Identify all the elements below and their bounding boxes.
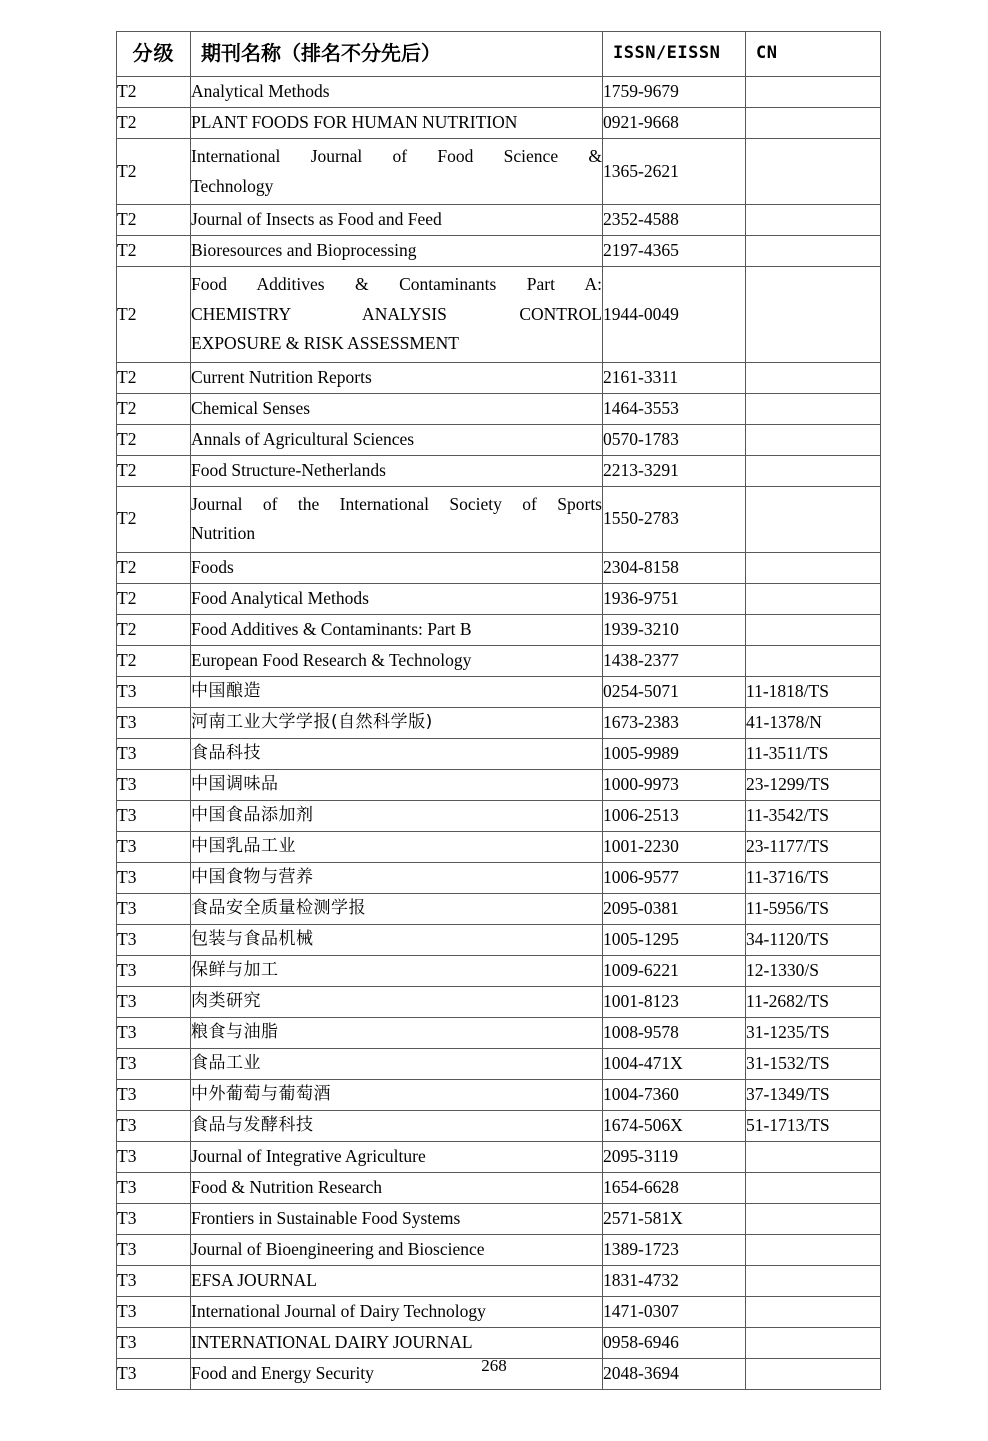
cell-rank: T3 bbox=[117, 1327, 191, 1358]
cell-rank: T2 bbox=[117, 205, 191, 236]
table-row bbox=[117, 455, 881, 486]
table-row bbox=[117, 77, 881, 108]
cell-cn bbox=[746, 1203, 881, 1234]
cell-rank: T3 bbox=[117, 707, 191, 738]
cell-rank: T3 bbox=[117, 1141, 191, 1172]
table-row bbox=[117, 486, 881, 552]
cell-issn: 1654-6628 bbox=[603, 1172, 746, 1203]
cell-cn: 23-1177/TS bbox=[746, 831, 881, 862]
cell-rank: T3 bbox=[117, 1265, 191, 1296]
cell-rank: T3 bbox=[117, 924, 191, 955]
cell-issn: 1005-9989 bbox=[603, 738, 746, 769]
cell-rank: T3 bbox=[117, 1017, 191, 1048]
cell-issn: 1006-9577 bbox=[603, 862, 746, 893]
table-row bbox=[117, 1296, 881, 1327]
column-header-cn: CN bbox=[746, 32, 881, 77]
cell-journal-name: 中国酿造 bbox=[191, 676, 603, 707]
cell-issn: 1939-3210 bbox=[603, 614, 746, 645]
table-row bbox=[117, 267, 881, 363]
table-row bbox=[117, 236, 881, 267]
cell-cn bbox=[746, 393, 881, 424]
cell-issn: 0958-6946 bbox=[603, 1327, 746, 1358]
cell-cn: 11-3511/TS bbox=[746, 738, 881, 769]
cell-journal-name: 中国乳品工业 bbox=[191, 831, 603, 862]
column-header-rank: 分级 bbox=[117, 32, 191, 77]
cell-cn bbox=[746, 362, 881, 393]
journal-name-line: CHEMISTRY ANALYSIS CONTROL bbox=[191, 303, 602, 324]
cell-journal-name: 包装与食品机械 bbox=[191, 924, 603, 955]
cell-rank: T3 bbox=[117, 676, 191, 707]
cell-issn: 1674-506X bbox=[603, 1110, 746, 1141]
cell-rank: T3 bbox=[117, 893, 191, 924]
cell-cn bbox=[746, 205, 881, 236]
cell-rank: T3 bbox=[117, 986, 191, 1017]
cell-rank: T2 bbox=[117, 614, 191, 645]
cell-rank: T3 bbox=[117, 1172, 191, 1203]
cell-rank: T2 bbox=[117, 583, 191, 614]
table-row bbox=[117, 862, 881, 893]
cell-journal-name: EFSA JOURNAL bbox=[191, 1265, 603, 1296]
cell-cn bbox=[746, 1327, 881, 1358]
cell-issn: 2213-3291 bbox=[603, 455, 746, 486]
cell-issn: 1471-0307 bbox=[603, 1296, 746, 1327]
cell-cn: 31-1235/TS bbox=[746, 1017, 881, 1048]
cell-issn: 1550-2783 bbox=[603, 486, 746, 552]
cell-journal-name bbox=[191, 139, 603, 205]
cell-rank: T2 bbox=[117, 645, 191, 676]
journal-name-line: Journal of the International Society of Sports bbox=[191, 493, 602, 514]
cell-issn: 2161-3311 bbox=[603, 362, 746, 393]
cell-journal-name: European Food Research & Technology bbox=[191, 645, 603, 676]
cell-issn: 1936-9751 bbox=[603, 583, 746, 614]
cell-rank: T3 bbox=[117, 831, 191, 862]
cell-journal-name: 粮食与油脂 bbox=[191, 1017, 603, 1048]
cell-issn: 1464-3553 bbox=[603, 393, 746, 424]
cell-rank: T2 bbox=[117, 267, 191, 363]
cell-rank: T3 bbox=[117, 1079, 191, 1110]
cell-rank: T3 bbox=[117, 1110, 191, 1141]
cell-journal-name: 肉类研究 bbox=[191, 986, 603, 1017]
table-row bbox=[117, 1048, 881, 1079]
cell-journal-name: 食品安全质量检测学报 bbox=[191, 893, 603, 924]
table-row bbox=[117, 1110, 881, 1141]
cell-cn bbox=[746, 139, 881, 205]
table-row bbox=[117, 424, 881, 455]
table-row bbox=[117, 986, 881, 1017]
cell-cn: 12-1330/S bbox=[746, 955, 881, 986]
cell-cn: 11-3542/TS bbox=[746, 800, 881, 831]
cell-issn: 1944-0049 bbox=[603, 267, 746, 363]
cell-rank: T3 bbox=[117, 1048, 191, 1079]
cell-rank: T3 bbox=[117, 1296, 191, 1327]
table-row bbox=[117, 1327, 881, 1358]
column-header-issn: ISSN/EISSN bbox=[603, 32, 746, 77]
table-row bbox=[117, 738, 881, 769]
cell-journal-name: Journal of Integrative Agriculture bbox=[191, 1141, 603, 1172]
cell-issn: 1009-6221 bbox=[603, 955, 746, 986]
cell-journal-name: 中国食品添加剂 bbox=[191, 800, 603, 831]
cell-rank: T2 bbox=[117, 393, 191, 424]
cell-issn: 1004-471X bbox=[603, 1048, 746, 1079]
cell-cn: 37-1349/TS bbox=[746, 1079, 881, 1110]
cell-journal-name: 食品科技 bbox=[191, 738, 603, 769]
cell-issn: 1759-9679 bbox=[603, 77, 746, 108]
cell-issn: 1831-4732 bbox=[603, 1265, 746, 1296]
cell-cn bbox=[746, 108, 881, 139]
cell-cn bbox=[746, 645, 881, 676]
table-row bbox=[117, 800, 881, 831]
table-row bbox=[117, 645, 881, 676]
cell-rank: T2 bbox=[117, 552, 191, 583]
table-row bbox=[117, 1141, 881, 1172]
table-row bbox=[117, 831, 881, 862]
table-row bbox=[117, 362, 881, 393]
cell-cn: 34-1120/TS bbox=[746, 924, 881, 955]
table-body bbox=[117, 32, 881, 1390]
table-row bbox=[117, 108, 881, 139]
cell-journal-name: Food Structure-Netherlands bbox=[191, 455, 603, 486]
table-row bbox=[117, 552, 881, 583]
cell-cn bbox=[746, 1296, 881, 1327]
table-row bbox=[117, 1017, 881, 1048]
cell-journal-name: Foods bbox=[191, 552, 603, 583]
cell-rank: T2 bbox=[117, 486, 191, 552]
cell-cn bbox=[746, 552, 881, 583]
cell-rank: T2 bbox=[117, 77, 191, 108]
cell-journal-name: 中国调味品 bbox=[191, 769, 603, 800]
cell-cn bbox=[746, 1172, 881, 1203]
cell-cn: 41-1378/N bbox=[746, 707, 881, 738]
cell-issn: 2048-3694 bbox=[603, 1358, 746, 1389]
cell-rank: T2 bbox=[117, 236, 191, 267]
cell-issn: 0254-5071 bbox=[603, 676, 746, 707]
table-row bbox=[117, 1234, 881, 1265]
cell-issn: 0921-9668 bbox=[603, 108, 746, 139]
journal-classification-table bbox=[116, 31, 881, 1390]
table-row bbox=[117, 1172, 881, 1203]
table-row bbox=[117, 205, 881, 236]
cell-issn: 2352-4588 bbox=[603, 205, 746, 236]
cell-rank: T3 bbox=[117, 800, 191, 831]
table-row bbox=[117, 676, 881, 707]
cell-rank: T3 bbox=[117, 1234, 191, 1265]
cell-rank: T2 bbox=[117, 424, 191, 455]
cell-rank: T2 bbox=[117, 455, 191, 486]
cell-cn bbox=[746, 583, 881, 614]
cell-issn: 2095-0381 bbox=[603, 893, 746, 924]
cell-rank: T2 bbox=[117, 362, 191, 393]
cell-journal-name: Food Additives & Contaminants: Part B bbox=[191, 614, 603, 645]
table-row bbox=[117, 893, 881, 924]
cell-issn: 1673-2383 bbox=[603, 707, 746, 738]
cell-issn: 0570-1783 bbox=[603, 424, 746, 455]
cell-cn bbox=[746, 424, 881, 455]
cell-issn: 2197-4365 bbox=[603, 236, 746, 267]
cell-issn: 2571-581X bbox=[603, 1203, 746, 1234]
column-header-journal-name: 期刊名称（排名不分先后） bbox=[191, 32, 603, 77]
cell-issn: 2304-8158 bbox=[603, 552, 746, 583]
table-row bbox=[117, 769, 881, 800]
cell-rank: T3 bbox=[117, 1358, 191, 1389]
table-row bbox=[117, 1079, 881, 1110]
cell-journal-name: 食品工业 bbox=[191, 1048, 603, 1079]
journal-name-line: Nutrition bbox=[191, 523, 256, 543]
cell-cn: 11-2682/TS bbox=[746, 986, 881, 1017]
cell-journal-name: 保鲜与加工 bbox=[191, 955, 603, 986]
cell-journal-name: INTERNATIONAL DAIRY JOURNAL bbox=[191, 1327, 603, 1358]
cell-journal-name: Food & Nutrition Research bbox=[191, 1172, 603, 1203]
table-row bbox=[117, 393, 881, 424]
cell-journal-name: PLANT FOODS FOR HUMAN NUTRITION bbox=[191, 108, 603, 139]
table-row bbox=[117, 924, 881, 955]
cell-cn bbox=[746, 236, 881, 267]
cell-issn: 2095-3119 bbox=[603, 1141, 746, 1172]
cell-cn bbox=[746, 267, 881, 363]
journal-name-line: Technology bbox=[191, 175, 274, 196]
cell-cn bbox=[746, 1234, 881, 1265]
table-row bbox=[117, 955, 881, 986]
cell-journal-name bbox=[191, 486, 603, 552]
cell-journal-name bbox=[191, 267, 603, 363]
cell-rank: T2 bbox=[117, 139, 191, 205]
cell-cn: 11-1818/TS bbox=[746, 676, 881, 707]
cell-cn: 11-5956/TS bbox=[746, 893, 881, 924]
cell-rank: T3 bbox=[117, 1203, 191, 1234]
cell-cn bbox=[746, 1141, 881, 1172]
cell-journal-name: Frontiers in Sustainable Food Systems bbox=[191, 1203, 603, 1234]
cell-cn bbox=[746, 614, 881, 645]
journal-name-line: EXPOSURE & RISK ASSESSMENT bbox=[191, 333, 459, 353]
journal-name-line: International Journal of Food Science & bbox=[191, 146, 602, 166]
cell-cn: 23-1299/TS bbox=[746, 769, 881, 800]
cell-cn: 51-1713/TS bbox=[746, 1110, 881, 1141]
cell-issn: 1001-8123 bbox=[603, 986, 746, 1017]
cell-rank: T3 bbox=[117, 738, 191, 769]
cell-rank: T3 bbox=[117, 955, 191, 986]
cell-journal-name: International Journal of Dairy Technology bbox=[191, 1296, 603, 1327]
table-row bbox=[117, 1203, 881, 1234]
table-row bbox=[117, 139, 881, 205]
page-number: 268 bbox=[481, 1356, 507, 1375]
cell-issn: 1008-9578 bbox=[603, 1017, 746, 1048]
cell-cn bbox=[746, 1265, 881, 1296]
cell-issn: 1006-2513 bbox=[603, 800, 746, 831]
table-row bbox=[117, 614, 881, 645]
cell-cn: 11-3716/TS bbox=[746, 862, 881, 893]
cell-journal-name: 中外葡萄与葡萄酒 bbox=[191, 1079, 603, 1110]
cell-journal-name: Food and Energy Security bbox=[191, 1358, 603, 1389]
cell-issn: 1365-2621 bbox=[603, 139, 746, 205]
journal-name-line: Food Additives & Contaminants Part A: bbox=[191, 274, 602, 294]
cell-journal-name: Bioresources and Bioprocessing bbox=[191, 236, 603, 267]
cell-issn: 1005-1295 bbox=[603, 924, 746, 955]
table-row bbox=[117, 1265, 881, 1296]
table-row bbox=[117, 583, 881, 614]
cell-issn: 1389-1723 bbox=[603, 1234, 746, 1265]
cell-journal-name: Current Nutrition Reports bbox=[191, 362, 603, 393]
cell-cn bbox=[746, 486, 881, 552]
table-header-row bbox=[117, 32, 881, 77]
cell-issn: 1000-9973 bbox=[603, 769, 746, 800]
cell-issn: 1438-2377 bbox=[603, 645, 746, 676]
cell-journal-name: Journal of Bioengineering and Bioscience bbox=[191, 1234, 603, 1265]
cell-journal-name: 河南工业大学学报(自然科学版) bbox=[191, 707, 603, 738]
cell-issn: 1004-7360 bbox=[603, 1079, 746, 1110]
cell-rank: T3 bbox=[117, 769, 191, 800]
cell-journal-name: Analytical Methods bbox=[191, 77, 603, 108]
cell-journal-name: Food Analytical Methods bbox=[191, 583, 603, 614]
cell-journal-name: 中国食物与营养 bbox=[191, 862, 603, 893]
cell-journal-name: Chemical Senses bbox=[191, 393, 603, 424]
cell-journal-name: 食品与发酵科技 bbox=[191, 1110, 603, 1141]
cell-cn: 31-1532/TS bbox=[746, 1048, 881, 1079]
table-row bbox=[117, 707, 881, 738]
cell-cn bbox=[746, 77, 881, 108]
cell-journal-name: Journal of Insects as Food and Feed bbox=[191, 205, 603, 236]
cell-rank: T3 bbox=[117, 862, 191, 893]
cell-journal-name: Annals of Agricultural Sciences bbox=[191, 424, 603, 455]
cell-issn: 1001-2230 bbox=[603, 831, 746, 862]
cell-rank: T2 bbox=[117, 108, 191, 139]
cell-cn bbox=[746, 455, 881, 486]
